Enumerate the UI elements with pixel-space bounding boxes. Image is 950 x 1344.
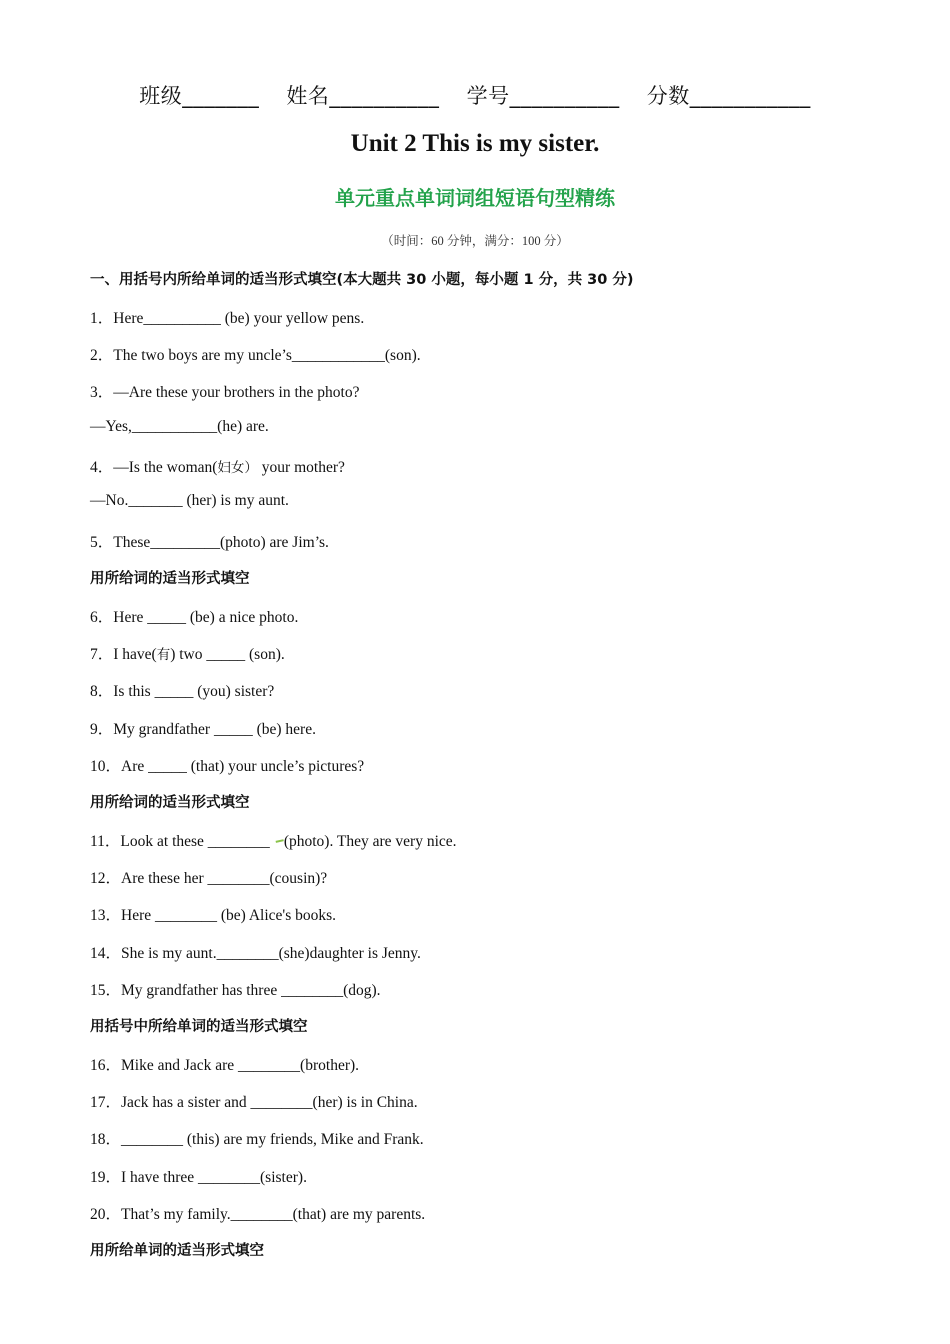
question-8: 8．Is this _____ (you) sister?: [90, 683, 275, 700]
question-1: 1．Here__________ (be) your yellow pens.: [90, 310, 365, 327]
section-heading-3: 用所给词的适当形式填空: [90, 795, 250, 811]
section-heading-2: 用所给词的适当形式填空: [90, 571, 250, 587]
section-heading-4: 用括号中所给单词的适当形式填空: [90, 1019, 308, 1035]
question-4: [90, 455, 345, 477]
question-14: 14．She is my aunt.________(she)daughter is Jenny.: [90, 945, 421, 962]
question-4-part-a: 4．—Is the woman(: [90, 459, 218, 476]
student-info-header: [0, 80, 950, 110]
name-field: 姓名__________: [286, 84, 440, 108]
question-7-cjk: 有: [156, 647, 171, 663]
student-id-field: 学号__________: [466, 84, 620, 108]
page-title: Unit 2 This is my sister.: [350, 130, 600, 157]
class-field: 班级_______: [139, 84, 260, 108]
question-4-part-b: your mother?: [261, 459, 345, 476]
page-subtitle: 单元重点单词词组短语句型精练: [335, 186, 615, 210]
question-7-part-b: ) two _____ (son).: [170, 646, 285, 663]
question-7: [90, 642, 285, 664]
question-11: [90, 829, 457, 851]
question-7-part-a: 7．I have(: [90, 646, 157, 663]
question-12: 12．Are these her ________(cousin)?: [90, 870, 328, 887]
time-note: （时间：60 分钟，满分：100 分）: [381, 234, 569, 248]
question-13: 13．Here ________ (be) Alice's books.: [90, 907, 337, 924]
section-heading-1: 一、用括号内所给单词的适当形式填空(本大题共 30 小题，每小题 1 分，共 30 分): [90, 272, 634, 288]
question-20: 20．That’s my family.________(that) are my parents.: [90, 1206, 426, 1223]
question-15: 15．My grandfather has three ________(dog).: [90, 982, 381, 999]
question-16: 16．Mike and Jack are ________(brother).: [90, 1057, 360, 1074]
question-3-answer: —Yes,___________(he) are.: [90, 418, 269, 435]
section-heading-5: 用所给单词的适当形式填空: [90, 1243, 264, 1259]
question-6: 6．Here _____ (be) a nice photo.: [90, 609, 299, 626]
question-11-part-b: (photo). They are very nice.: [283, 833, 457, 850]
question-4-cjk: 妇女）: [217, 460, 258, 476]
question-9: 9．My grandfather _____ (be) here.: [90, 721, 316, 738]
question-5: 5．These_________(photo) are Jim’s.: [90, 534, 329, 551]
question-11-part-a: 11．Look at these ________: [90, 833, 270, 850]
question-10: 10．Are _____ (that) your uncle’s pictures?: [90, 758, 365, 775]
score-field: 分数___________: [646, 84, 811, 108]
question-4-answer: —No._______ (her) is my aunt.: [90, 492, 289, 509]
question-17: 17．Jack has a sister and ________(her) is in China.: [90, 1094, 418, 1111]
question-3: 3．—Are these your brothers in the photo?: [90, 384, 360, 401]
question-2: 2．The two boys are my uncle’s____________(son).: [90, 347, 421, 364]
question-19: 19．I have three ________(sister).: [90, 1169, 307, 1186]
question-18: 18．________ (this) are my friends, Mike and Frank.: [90, 1131, 424, 1148]
